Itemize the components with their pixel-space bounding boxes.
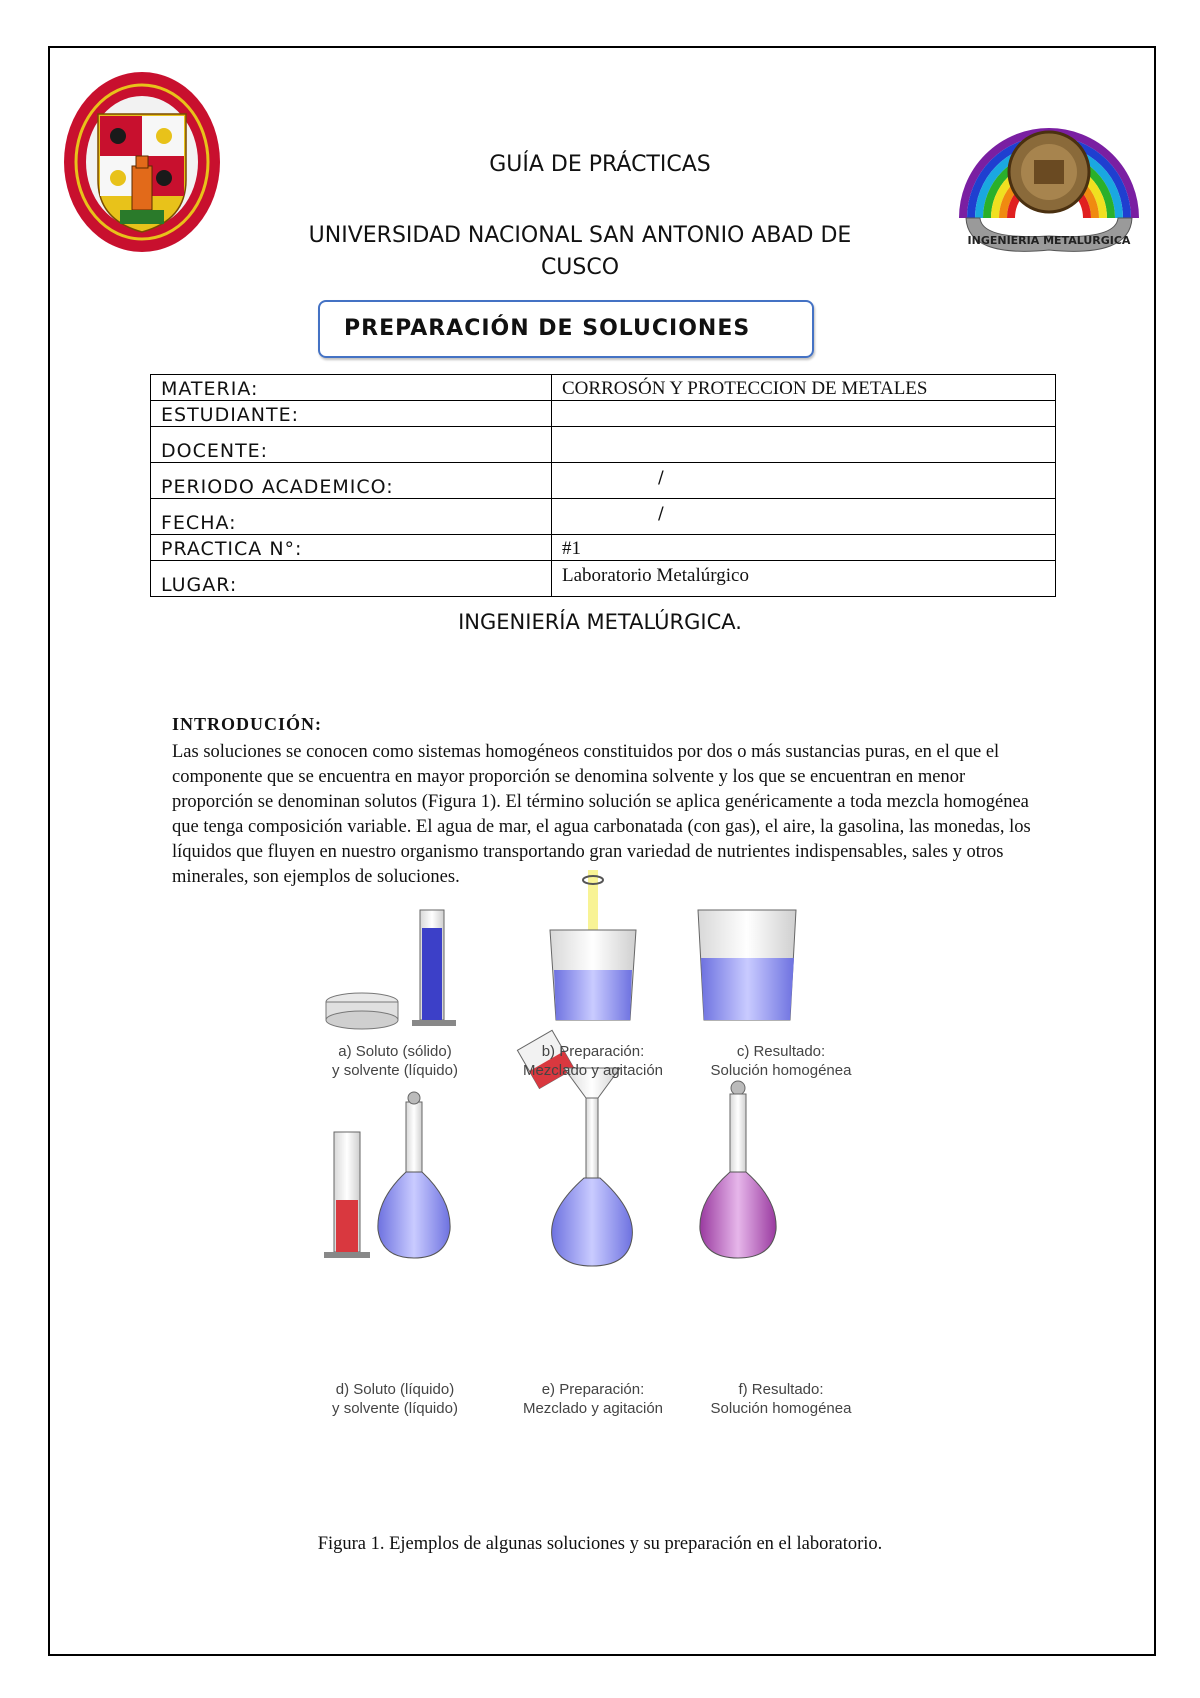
- date-slash: /: [658, 504, 664, 524]
- label-b-line2: Mezclado y agitación: [522, 1062, 664, 1079]
- label-b-line1: b) Preparación:: [541, 1043, 645, 1060]
- label-f-line1: f) Resultado:: [738, 1381, 824, 1398]
- illustration-d: [324, 1092, 450, 1258]
- period-slash: /: [658, 468, 664, 488]
- table-row: [151, 499, 1056, 535]
- row-value: #1: [552, 535, 1056, 561]
- row-value: [552, 427, 1056, 463]
- intro-body: Las soluciones se conocen como sistemas homogéneos constituidos por dos o más sustancias puras, en el que el componente que se encuentra en mayor proporción se denomina solvente y los que se encuentran en menor proporción se denominan solutos (Figura 1). El término solución se aplica genéricamente a toda mezcla homogénea que tenga composición variable. El agua de mar, el agua carbonatada (con gas), el aire, la gasolina, las monedas, los líquidos que fluyen en nuestro organismo transportando gran variedad de nutrientes indispensables, sales y otros minerales, son ejemplos de soluciones.: [172, 742, 1031, 887]
- row-label: FECHA:: [151, 499, 552, 535]
- label-a-line2: y solvente (líquido): [332, 1062, 458, 1079]
- row-value: [552, 499, 1056, 535]
- table-row: [151, 463, 1056, 499]
- illustration-f: [700, 1081, 776, 1258]
- figure-solutions: [320, 870, 900, 1430]
- table-row: [151, 375, 1056, 401]
- table-row: [151, 427, 1056, 463]
- university-name-line2: CUSCO: [540, 255, 620, 280]
- label-b: [498, 1042, 688, 1080]
- table-row: [151, 535, 1056, 561]
- table-row: [151, 561, 1056, 597]
- svg-text:INGENIERIA METALURGICA: INGENIERIA METALURGICA: [967, 234, 1131, 247]
- row-value: [552, 401, 1056, 427]
- label-c: [686, 1042, 876, 1080]
- label-e: [498, 1380, 688, 1418]
- label-d: [300, 1380, 490, 1418]
- metallurgy-engineering-logo: [956, 68, 1142, 252]
- info-table: [150, 374, 1056, 597]
- label-f-line2: Solución homogénea: [710, 1400, 852, 1417]
- figure-caption: Figura 1. Ejemplos de algunas soluciones y su preparación en el laboratorio.: [317, 1534, 883, 1554]
- row-value: Laboratorio Metalúrgico: [552, 561, 1056, 597]
- label-c-line2: Solución homogénea: [710, 1062, 852, 1079]
- practice-title: PREPARACIÓN DE SOLUCIONES: [344, 316, 751, 341]
- university-seal-logo: [62, 70, 222, 254]
- row-label: PERIODO ACADEMICO:: [151, 463, 552, 499]
- university-name-line1: UNIVERSIDAD NACIONAL SAN ANTONIO ABAD DE: [308, 223, 852, 248]
- guide-title: GUÍA DE PRÁCTICAS: [489, 152, 711, 177]
- label-a-line1: a) Soluto (sólido): [338, 1043, 452, 1060]
- university-name: [260, 220, 900, 284]
- practice-title-box: [318, 300, 814, 358]
- label-e-line2: Mezclado y agitación: [522, 1400, 664, 1417]
- row-label: LUGAR:: [151, 561, 552, 597]
- table-row: [151, 401, 1056, 427]
- intro-heading: INTRODUCIÓN:: [172, 714, 323, 734]
- row-label: MATERIA:: [151, 375, 552, 401]
- row-label: DOCENTE:: [151, 427, 552, 463]
- label-a: [300, 1042, 490, 1080]
- row-value: CORROSÓN Y PROTECCION DE METALES: [552, 375, 1056, 401]
- illustration-a: [326, 910, 456, 1029]
- label-e-line1: e) Preparación:: [541, 1381, 645, 1398]
- row-label: PRACTICA N°:: [151, 535, 552, 561]
- label-d-line1: d) Soluto (líquido): [335, 1381, 455, 1398]
- row-label: ESTUDIANTE:: [151, 401, 552, 427]
- label-d-line2: y solvente (líquido): [332, 1400, 458, 1417]
- figure-illustration: [320, 870, 900, 1430]
- illustration-b: [550, 870, 636, 1020]
- illustration-c: [698, 910, 796, 1020]
- row-value: [552, 463, 1056, 499]
- department-title: INGENIERÍA METALÚRGICA.: [458, 610, 742, 634]
- label-c-line1: c) Resultado:: [736, 1043, 826, 1060]
- label-f: [686, 1380, 876, 1418]
